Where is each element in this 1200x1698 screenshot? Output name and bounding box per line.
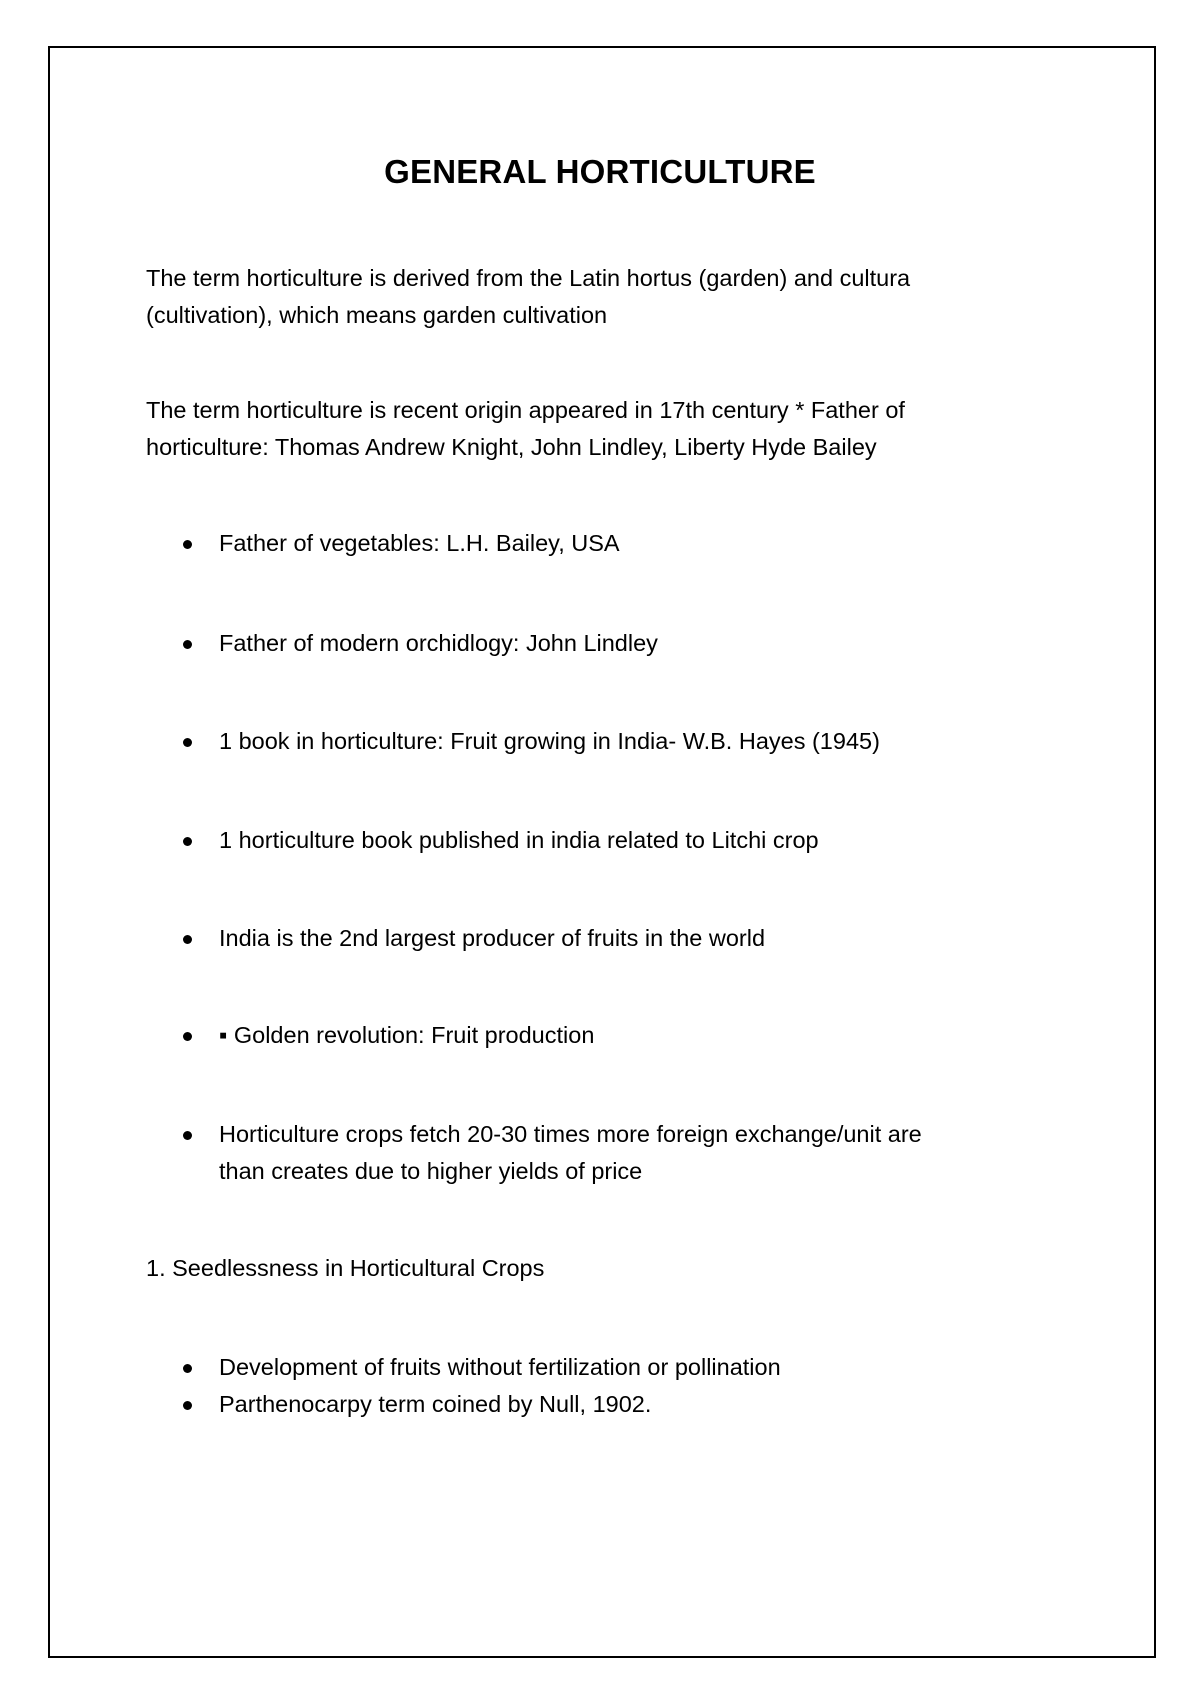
list-item-text: Father of modern orchidlogy: John Lindley — [219, 630, 658, 656]
bullet-icon — [183, 1364, 192, 1373]
bullet-icon — [183, 738, 192, 747]
intro-paragraph-line-1: The term horticulture is derived from the Latin hortus (garden) and cultura — [146, 265, 911, 291]
list-item-text: Parthenocarpy term coined by Null, 1902. — [219, 1391, 652, 1417]
bullet-icon — [183, 640, 192, 649]
list-item-text: 1 horticulture book published in india related to Litchi crop — [219, 827, 819, 853]
section-heading: 1. Seedlessness in Horticultural Crops — [146, 1255, 545, 1281]
intro-paragraph-line-2: (cultivation), which means garden cultivation — [146, 302, 608, 328]
list-item-text — [219, 1116, 1049, 1190]
origin-paragraph-line-1: The term horticulture is recent origin appeared in 17th century * Father of — [146, 397, 905, 423]
bullet-icon — [183, 1032, 192, 1041]
bullet-icon — [183, 935, 192, 944]
intro-paragraph — [146, 260, 1046, 334]
bullet-icon — [183, 1131, 192, 1140]
document-title: GENERAL HORTICULTURE — [384, 153, 816, 190]
bullet-icon — [183, 837, 192, 846]
list-item-text: India is the 2nd largest producer of fruits in the world — [219, 925, 766, 951]
list-item-text: 1 book in horticulture: Fruit growing in India- W.B. Hayes (1945) — [219, 728, 880, 754]
list-item-text: Development of fruits without fertilization or pollination — [219, 1354, 781, 1380]
list-item-text-line-2: than creates due to higher yields of price — [219, 1158, 643, 1184]
bullet-icon — [183, 1401, 192, 1410]
bullet-icon — [183, 540, 192, 549]
origin-paragraph — [146, 392, 1046, 466]
origin-paragraph-line-2: horticulture: Thomas Andrew Knight, John Lindley, Liberty Hyde Bailey — [146, 434, 877, 460]
list-item-text-line-1: Horticulture crops fetch 20-30 times more foreign exchange/unit are — [219, 1121, 922, 1147]
list-item-text: Father of vegetables: L.H. Bailey, USA — [219, 530, 620, 556]
list-item-text: ▪ Golden revolution: Fruit production — [219, 1022, 595, 1048]
